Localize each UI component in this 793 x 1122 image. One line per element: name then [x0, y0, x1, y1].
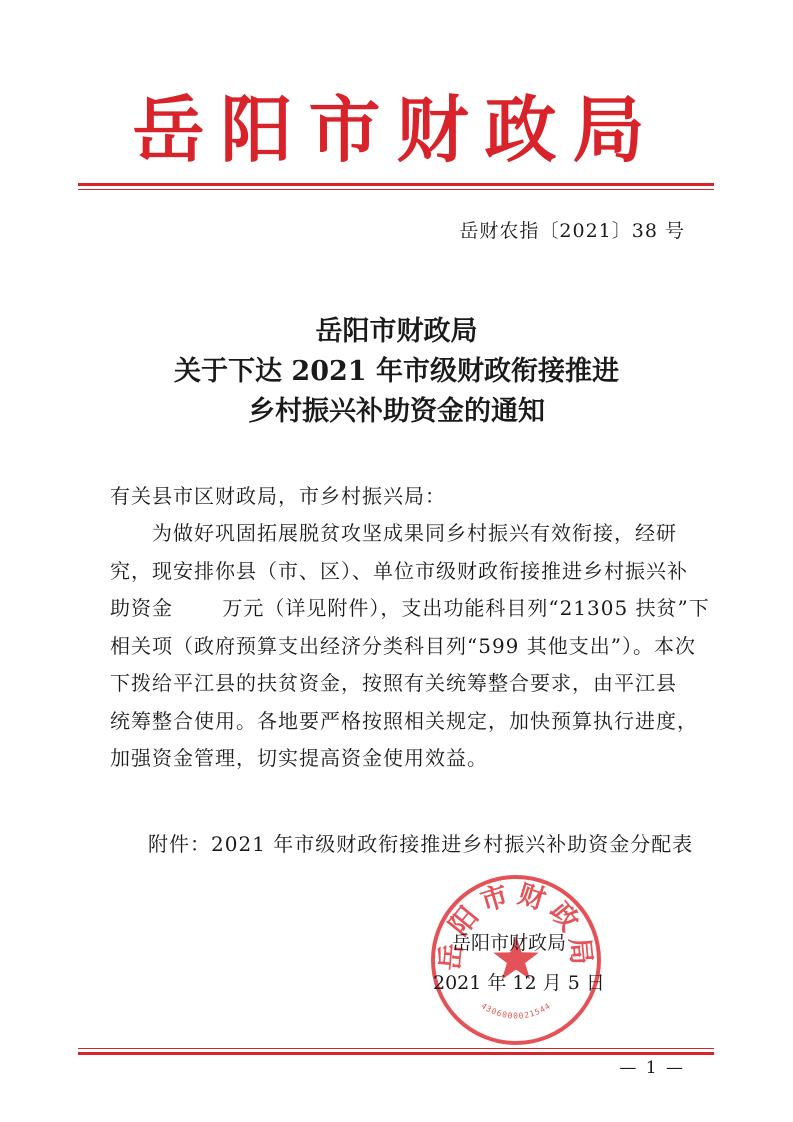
body-line: 下拨给平江县的扶贫资金，按照有关统筹整合要求，由平江县 [110, 671, 677, 695]
signature-date: 2021 年 12 月 5 日 [433, 972, 605, 994]
signature-issuer: 岳阳市财政局 [452, 932, 567, 954]
footer-red-rule [78, 1048, 714, 1049]
header-red-rule [78, 183, 714, 186]
seal-code: 4306000021544 [479, 1001, 553, 1021]
document-number: 岳财农指〔2021〕38 号 [459, 220, 685, 242]
notice-title-line-2: 关于下达 2021 年市级财政衔接推进 [174, 356, 619, 387]
seal-text: 岳阳市财政局 [434, 878, 598, 972]
footer-red-rule-thick [78, 1052, 714, 1055]
body-line: 相关项（政府预算支出经济分类科目列“599 其他支出”）。本次 [110, 633, 696, 658]
notice-title-line-3: 乡村振兴补助资金的通知 [248, 396, 545, 427]
notice-title-line-1: 岳阳市财政局 [315, 316, 478, 347]
attachment-note: 附件：2021 年市级财政衔接推进乡村振兴补助资金分配表 [148, 832, 694, 856]
header-red-rule-thin [78, 189, 714, 190]
body-paragraph [110, 515, 710, 778]
agency-header-title: 岳阳市财政局 [132, 87, 661, 172]
body-line: 统筹整合使用。各地要严格按照相关规定，加快预算执行进度， [110, 708, 698, 733]
page-number: — 1 — [619, 1058, 685, 1078]
body-line: 究，现安排你县（市、区）、单位市级财政衔接推进乡村振兴补 [110, 558, 688, 583]
official-seal [428, 872, 604, 1048]
addressee: 有关县市区财政局，市乡村振兴局： [110, 484, 446, 508]
body-line: 助资金 万元（详见附件），支出功能科目列“21305 扶贫”下 [110, 596, 710, 620]
body-line: 加强资金管理，切实提高资金使用效益。 [110, 746, 488, 770]
notice-title [0, 312, 793, 432]
body-line: 为做好巩固拓展脱贫攻坚成果同乡村振兴有效衔接，经研 [110, 521, 677, 545]
